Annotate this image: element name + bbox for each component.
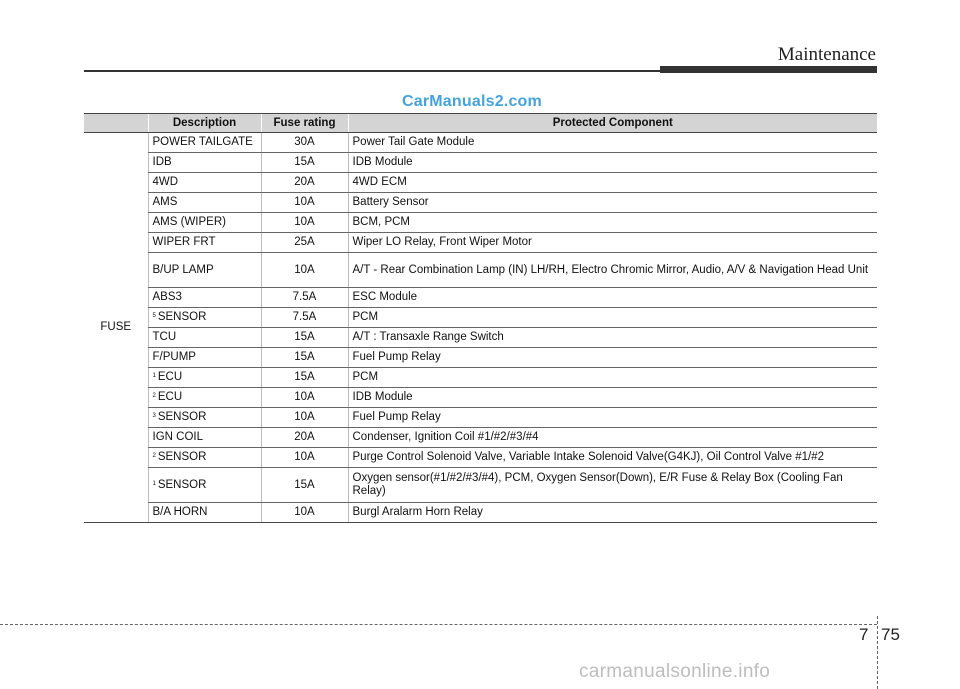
table-row bbox=[84, 153, 877, 173]
protected-component-cell: Wiper LO Relay, Front Wiper Motor bbox=[348, 233, 877, 253]
table-row bbox=[84, 368, 877, 388]
fuse-rating-cell: 7.5A bbox=[261, 308, 348, 328]
circuit-marker: 5 bbox=[152, 313, 156, 319]
footer-site-watermark: carmanualsonline.info bbox=[579, 661, 771, 682]
protected-component-cell: ESC Module bbox=[348, 288, 877, 308]
fuse-rating-cell: 10A bbox=[261, 408, 348, 428]
description-text: IDB bbox=[152, 156, 172, 168]
fuse-rating-cell: 20A bbox=[261, 173, 348, 193]
description-text: B/UP LAMP bbox=[152, 263, 214, 276]
table-row bbox=[84, 213, 877, 233]
table-row bbox=[84, 233, 877, 253]
description-text: ABS3 bbox=[152, 291, 182, 303]
description-cell bbox=[148, 428, 261, 448]
watermark: CarManuals2.com bbox=[402, 93, 542, 110]
description-text: F/PUMP bbox=[152, 351, 196, 363]
circuit-marker: 3 bbox=[152, 413, 156, 419]
fuse-rating-cell: 30A bbox=[261, 133, 348, 153]
table-row bbox=[84, 193, 877, 213]
protected-component-cell: Oxygen sensor(#1/#2/#3/#4), PCM, Oxygen Sensor(Down), E/R Fuse & Relay Box (Cooling Fan Relay) bbox=[348, 468, 877, 503]
description-cell bbox=[148, 328, 261, 348]
protected-component-cell: Condenser, Ignition Coil #1/#2/#3/#4 bbox=[348, 428, 877, 448]
protected-component-cell: A/T - Rear Combination Lamp (IN) LH/RH, Electro Chromic Mirror, Audio, A/V & Navigation Head Unit bbox=[348, 253, 877, 288]
description-cell bbox=[148, 133, 261, 153]
fuse-rating-cell: 25A bbox=[261, 233, 348, 253]
fuse-rating-cell: 20A bbox=[261, 428, 348, 448]
description-cell bbox=[148, 448, 261, 468]
table-row bbox=[84, 428, 877, 448]
description-cell bbox=[148, 408, 261, 428]
fuse-rating-cell: 10A bbox=[261, 213, 348, 233]
header-rule-thick bbox=[660, 66, 877, 73]
table-row bbox=[84, 468, 877, 503]
description-text: IGN COIL bbox=[152, 431, 203, 443]
table-row bbox=[84, 328, 877, 348]
table-row bbox=[84, 388, 877, 408]
footer-vertical-divider bbox=[877, 616, 878, 689]
fuse-rating-cell: 15A bbox=[261, 468, 348, 503]
description-cell bbox=[148, 288, 261, 308]
column-header-protected-component: Protected Component bbox=[348, 114, 877, 133]
column-header-category bbox=[84, 114, 148, 133]
protected-component-cell: Fuel Pump Relay bbox=[348, 348, 877, 368]
protected-component-cell: BCM, PCM bbox=[348, 213, 877, 233]
description-cell bbox=[148, 308, 261, 328]
fuse-rating-cell: 10A bbox=[261, 503, 348, 523]
protected-component-cell: Burgl Aralarm Horn Relay bbox=[348, 503, 877, 523]
fuse-rating-cell: 15A bbox=[261, 348, 348, 368]
description-text: 4WD bbox=[152, 176, 179, 188]
fuse-rating-cell: 10A bbox=[261, 193, 348, 213]
description-text: TCU bbox=[152, 331, 177, 343]
protected-component-cell: A/T : Transaxle Range Switch bbox=[348, 328, 877, 348]
fuse-rating-cell: 10A bbox=[261, 388, 348, 408]
description-cell bbox=[148, 253, 261, 288]
description-text: AMS bbox=[152, 196, 178, 208]
description-text: AMS (WIPER) bbox=[152, 216, 226, 228]
footer-dashed-rule bbox=[0, 624, 877, 625]
protected-component-cell: Power Tail Gate Module bbox=[348, 133, 877, 153]
table-row bbox=[84, 408, 877, 428]
table-row bbox=[84, 133, 877, 153]
protected-component-cell: 4WD ECM bbox=[348, 173, 877, 193]
circuit-marker: 2 bbox=[152, 393, 156, 399]
description-text: WIPER FRT bbox=[152, 236, 216, 248]
description-cell bbox=[148, 348, 261, 368]
protected-component-cell: IDB Module bbox=[348, 153, 877, 173]
protected-component-cell: Purge Control Solenoid Valve, Variable Intake Solenoid Valve(G4KJ), Oil Control Valve #1/#2 bbox=[348, 448, 877, 468]
circuit-marker: 1 bbox=[152, 480, 156, 487]
protected-component-cell: PCM bbox=[348, 308, 877, 328]
description-cell bbox=[148, 368, 261, 388]
fuse-rating-cell: 7.5A bbox=[261, 288, 348, 308]
description-cell bbox=[148, 213, 261, 233]
protected-component-cell: Fuel Pump Relay bbox=[348, 408, 877, 428]
protected-component-cell: PCM bbox=[348, 368, 877, 388]
circuit-marker: 2 bbox=[152, 453, 156, 459]
table-row bbox=[84, 308, 877, 328]
description-cell bbox=[148, 193, 261, 213]
description-cell bbox=[148, 388, 261, 408]
description-text: SENSOR bbox=[157, 411, 207, 423]
description-cell bbox=[148, 503, 261, 523]
description-text: SENSOR bbox=[157, 478, 207, 491]
chapter-number: 7 bbox=[859, 625, 869, 644]
description-cell bbox=[148, 153, 261, 173]
description-cell bbox=[148, 233, 261, 253]
description-text: SENSOR bbox=[157, 311, 207, 323]
column-header-fuse-rating: Fuse rating bbox=[261, 114, 348, 133]
table-row bbox=[84, 503, 877, 523]
table-row bbox=[84, 448, 877, 468]
fuse-rating-cell: 10A bbox=[261, 253, 348, 288]
fuse-rating-cell: 15A bbox=[261, 368, 348, 388]
description-text: ECU bbox=[157, 391, 183, 403]
category-cell: FUSE bbox=[84, 133, 148, 523]
section-title: Maintenance bbox=[777, 44, 876, 65]
description-text: B/A HORN bbox=[152, 506, 208, 518]
description-text: ECU bbox=[157, 371, 183, 383]
table-row bbox=[84, 253, 877, 288]
column-header-description: Description bbox=[148, 114, 261, 133]
table-header-row bbox=[84, 114, 877, 133]
description-text: POWER TAILGATE bbox=[152, 136, 253, 148]
description-cell bbox=[148, 468, 261, 503]
table-row bbox=[84, 173, 877, 193]
circuit-marker: 1 bbox=[152, 373, 156, 379]
table-row bbox=[84, 288, 877, 308]
description-text: SENSOR bbox=[157, 451, 207, 463]
protected-component-cell: Battery Sensor bbox=[348, 193, 877, 213]
fuse-table bbox=[84, 113, 877, 523]
page-number: 75 bbox=[881, 625, 900, 644]
fuse-table-body bbox=[84, 133, 877, 523]
fuse-rating-cell: 10A bbox=[261, 448, 348, 468]
header-rule-thin bbox=[84, 70, 660, 72]
fuse-rating-cell: 15A bbox=[261, 328, 348, 348]
description-cell bbox=[148, 173, 261, 193]
fuse-rating-cell: 15A bbox=[261, 153, 348, 173]
table-row bbox=[84, 348, 877, 368]
protected-component-cell: IDB Module bbox=[348, 388, 877, 408]
